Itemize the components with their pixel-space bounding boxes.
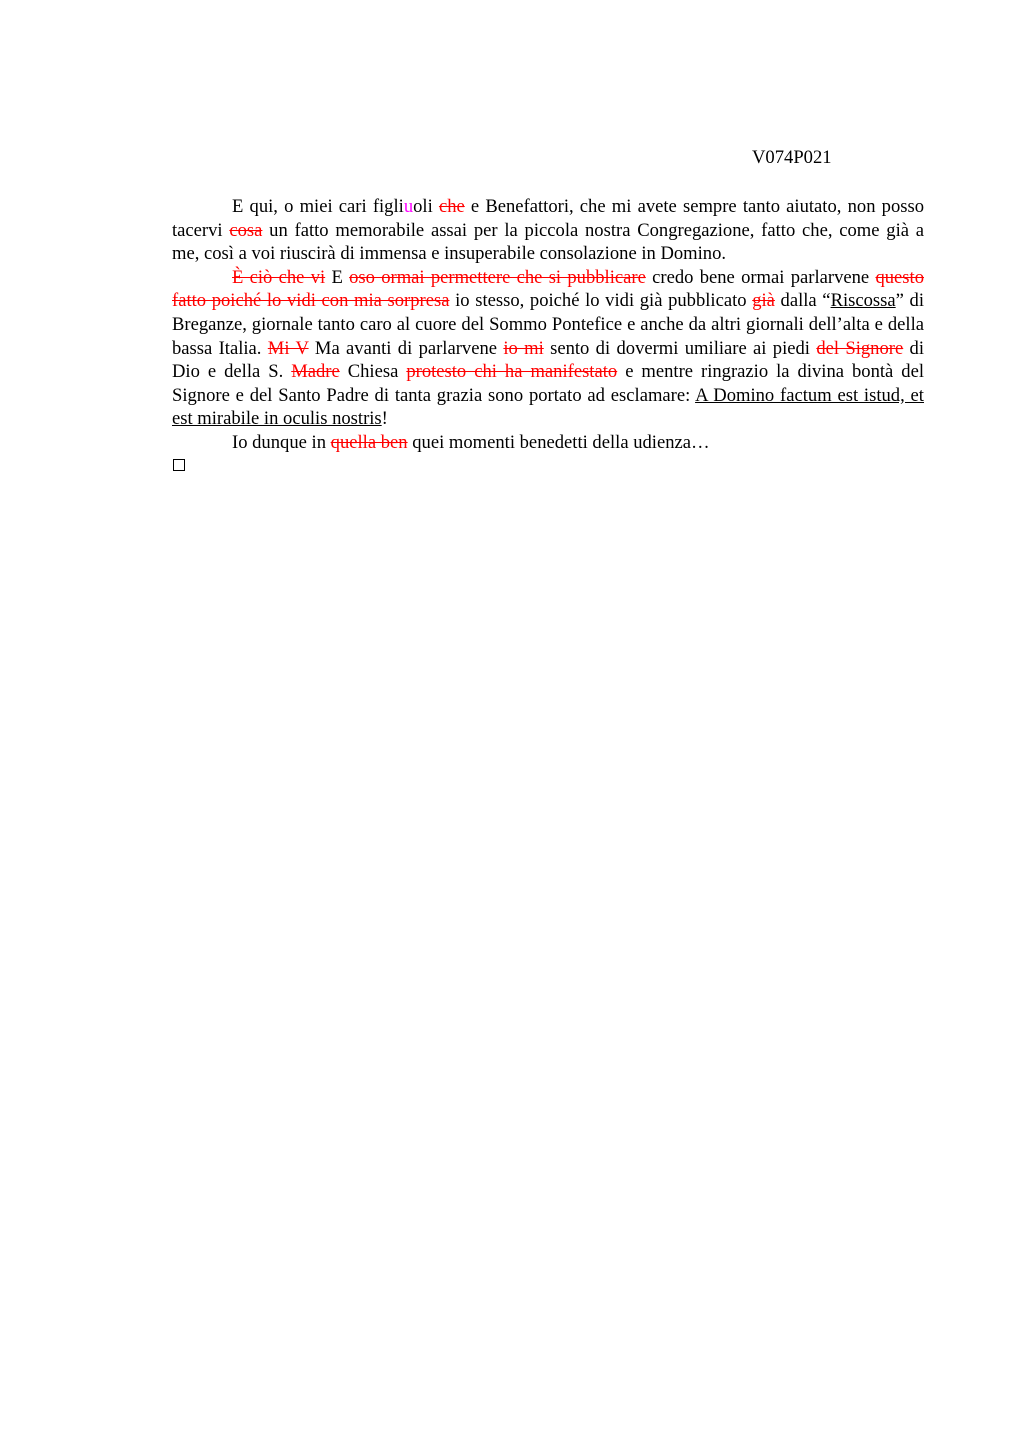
- deleted-text: del Signore: [816, 337, 904, 359]
- deleted-text: Madre: [291, 361, 340, 383]
- checkbox-square-icon: [173, 459, 185, 471]
- text-run: E qui, o miei cari figli: [232, 196, 404, 217]
- document-body: [172, 195, 924, 455]
- text-run: dalla “: [774, 290, 831, 312]
- paragraph-1: [172, 195, 924, 266]
- deleted-text: io mi: [503, 337, 544, 359]
- text-run: ” di Breganze, giornale tanto caro al cuore del Sommo Pontefice e anche da altri giornali dell’alta e della bassa Italia.: [172, 290, 924, 359]
- deleted-text: questo fatto poiché lo vidi con mia sorpresa: [172, 266, 924, 312]
- text-run: sento di dovermi umiliare ai piedi: [543, 337, 817, 359]
- text-run: e mentre ringrazio la divina bontà del Signore e del Santo Padre di tanta grazia sono portato ad esclamare:: [172, 361, 925, 406]
- deleted-text: È ciò che vi: [232, 266, 326, 288]
- text-run: un fatto memorabile assai per la piccola nostra Congregazione, fatto che, come già a me, così a voi riuscirà di immensa e insuperabile consolazione in Domino.: [172, 219, 925, 265]
- text-run: credo bene ormai parlarvene: [645, 266, 876, 288]
- deleted-text: Mi V: [267, 337, 309, 359]
- deleted-text: cosa: [229, 219, 263, 241]
- text-run: Chiesa: [339, 361, 407, 383]
- deleted-text: quella ben: [330, 431, 408, 453]
- text-run: Ma avanti di parlarvene: [308, 337, 504, 359]
- deleted-text: oso ormai permettere che si pubblicare: [349, 266, 646, 288]
- text-run: oli: [413, 196, 439, 217]
- text-run: io stesso, poiché lo vidi già pubblicato: [449, 290, 753, 312]
- deleted-text: protesto chi ha manifestato: [406, 361, 618, 383]
- paragraph-3: [172, 431, 924, 455]
- paragraph-2: [172, 266, 924, 431]
- underlined-text: A Domino factum est istud, et est mirabile in oculis nostris: [172, 384, 924, 430]
- text-run: di Dio e della S.: [172, 337, 924, 383]
- deleted-text: che: [438, 196, 465, 217]
- text-run: !: [381, 408, 388, 430]
- text-run: quei momenti benedetti della udienza…: [407, 431, 710, 453]
- text-run: Io dunque in: [232, 431, 331, 453]
- text-run: e Benefattori, che mi avete sempre tanto aiutato, non posso tacervi: [172, 196, 925, 241]
- page-code: V074P021: [752, 147, 832, 168]
- inserted-text: u: [403, 196, 414, 217]
- underlined-text: Riscossa: [830, 290, 896, 312]
- text-run: E: [325, 266, 350, 288]
- deleted-text: già: [752, 290, 775, 312]
